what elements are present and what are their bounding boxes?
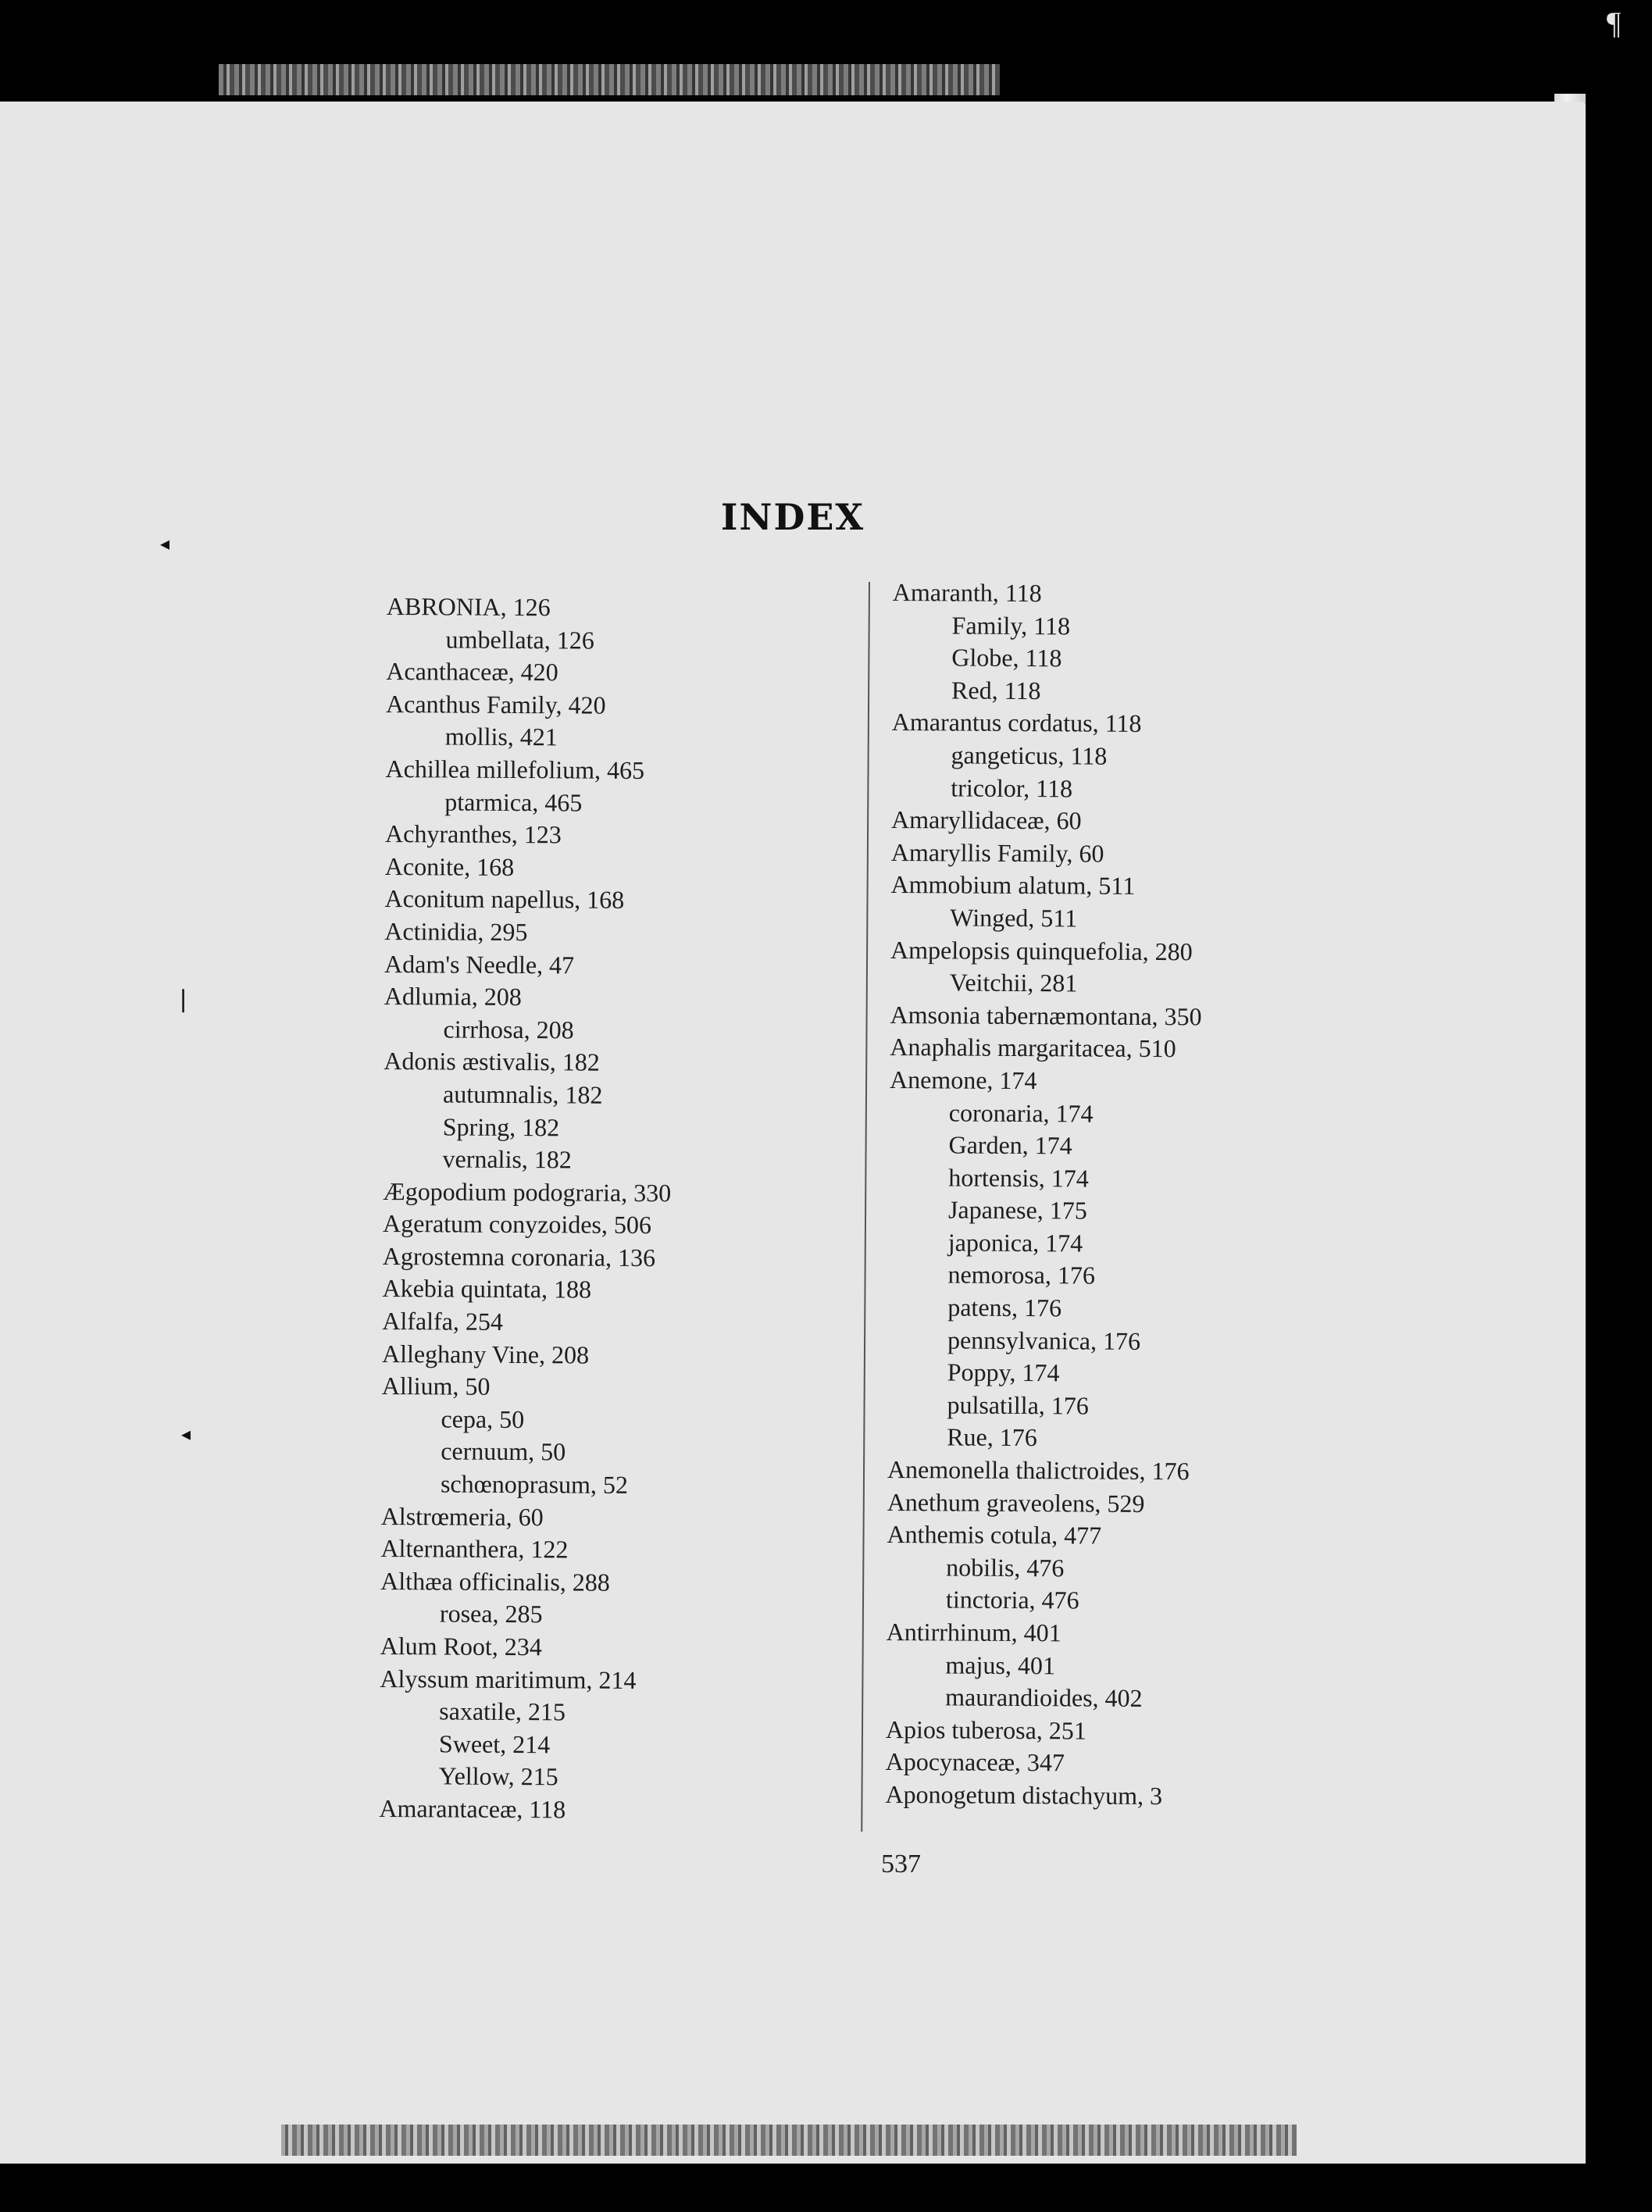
index-entry: Amaryllis Family, 60 [890,837,1104,868]
index-entry: Ageratum conyzoides, 506 [382,1209,652,1240]
index-entry: ptarmica, 465 [444,787,583,817]
index-entry: Achyranthes, 123 [384,819,562,849]
index-column-right [885,576,1204,1813]
index-entry: Spring, 182 [442,1111,560,1141]
index-entry: Allium, 50 [381,1372,491,1401]
index-entry: Ægopodium podograria, 330 [383,1176,672,1207]
index-entry: Alum Root, 234 [380,1631,542,1661]
index-entry: Ammobium alatum, 511 [890,870,1136,901]
index-entry: japonica, 174 [947,1228,1083,1258]
index-entry: mollis, 421 [444,722,558,751]
index-entry: Aconite, 168 [384,851,515,881]
index-entry: Poppy, 174 [947,1358,1060,1387]
index-entry: Ampelopsis quinquefolia, 280 [890,935,1193,965]
index-entry: Apios tuberosa, 251 [885,1714,1086,1745]
index-entry: Actinidia, 295 [384,916,528,947]
index-entry: Amsonia tabernæmontana, 350 [890,1000,1202,1031]
index-entry: majus, 401 [945,1650,1056,1679]
scan-edge-bottom [281,2125,1297,2156]
index-entry: Amarantaceæ, 118 [379,1793,566,1824]
index-entry: Althæa officinalis, 288 [380,1566,610,1597]
margin-arrow-icon: ◂ [160,534,170,555]
index-column-left [379,590,674,1827]
index-entry: nemorosa, 176 [947,1260,1096,1290]
index-entry: pulsatilla, 176 [947,1390,1089,1420]
index-entry: Alstrœmeria, 60 [380,1501,544,1531]
scan-corner-mark-icon: ¶ [1606,5,1622,41]
index-entry: Aconitum napellus, 168 [384,884,625,915]
index-entry: Rue, 176 [947,1422,1037,1452]
index-entry: cepa, 50 [441,1404,525,1433]
index-entry: Alternanthera, 122 [380,1534,569,1564]
index-entry: Red, 118 [951,676,1041,705]
index-entry: Antirrhinum, 401 [886,1617,1061,1647]
margin-tick-icon: ❘ [173,986,194,1012]
index-entry: Alleghany Vine, 208 [381,1339,590,1369]
index-entry: Family, 118 [951,611,1071,640]
index-entry: Anemonella thalictroides, 176 [887,1455,1190,1486]
index-entry: Anethum graveolens, 529 [887,1487,1145,1518]
index-entry: vernalis, 182 [442,1144,572,1174]
index-entry: cernuum, 50 [441,1436,566,1466]
index-entry: hortensis, 174 [948,1163,1089,1193]
index-entry: Sweet, 214 [438,1729,551,1759]
index-entry: saxatile, 215 [439,1696,566,1726]
index-entry: Adlumia, 208 [384,982,522,1011]
page-title: INDEX [720,496,865,538]
index-entry: Achillea millefolium, 465 [385,754,645,784]
book-page [0,102,1586,2164]
margin-arrow-icon-2: ◂ [181,1425,191,1445]
index-entry: Apocynaceæ, 347 [885,1747,1065,1777]
index-entry: Globe, 118 [951,643,1062,673]
index-entry: ABRONIA, 126 [386,591,551,622]
index-entry: umbellata, 126 [445,625,594,655]
index-entry: Amarantus cordatus, 118 [891,708,1142,738]
index-entry: Alyssum maritimum, 214 [380,1664,637,1694]
index-entry: Aponogetum distachyum, 3 [885,1779,1163,1811]
index-entry: Anthemis cotula, 477 [887,1520,1102,1550]
index-entry: Acanthus Family, 420 [386,689,606,719]
index-entry: Adam's Needle, 47 [384,949,575,979]
index-entry: Garden, 174 [948,1130,1072,1160]
index-entry: tricolor, 118 [951,773,1073,802]
scan-edge-top [219,64,1000,95]
index-entry: Acanthaceæ, 420 [386,657,558,687]
page-number: 537 [881,1850,921,1878]
index-entry: rosea, 285 [439,1599,543,1629]
index-entry: autumnalis, 182 [442,1079,603,1109]
index-entry: Adonis æstivalis, 182 [384,1047,600,1076]
index-entry: tinctoria, 476 [945,1585,1079,1614]
index-entry: gangeticus, 118 [951,740,1108,770]
index-entry: cirrhosa, 208 [443,1015,574,1044]
index-entry: Akebia quintata, 188 [382,1274,592,1304]
index-entry: Japanese, 175 [947,1195,1087,1225]
index-entry: Yellow, 215 [438,1761,558,1791]
index-entry: Amaranth, 118 [892,577,1042,608]
index-entry: schœnoprasum, 52 [440,1469,629,1499]
index-entry: patens, 176 [947,1293,1062,1322]
index-entry: Veitchii, 281 [949,968,1078,997]
index-entry: maurandioides, 402 [945,1682,1143,1713]
index-entry: nobilis, 476 [946,1553,1065,1582]
index-entry: Anaphalis margaritacea, 510 [890,1033,1176,1063]
index-entry: Anemone, 174 [889,1065,1037,1095]
index-entry: pennsylvanica, 176 [947,1325,1141,1355]
index-entry: Amaryllidaceæ, 60 [890,805,1082,835]
index-entry: coronaria, 174 [948,1097,1094,1128]
index-entry: Alfalfa, 254 [382,1307,504,1336]
index-entry: Winged, 511 [950,903,1078,933]
index-entry: Agrostemna coronaria, 136 [382,1241,656,1272]
